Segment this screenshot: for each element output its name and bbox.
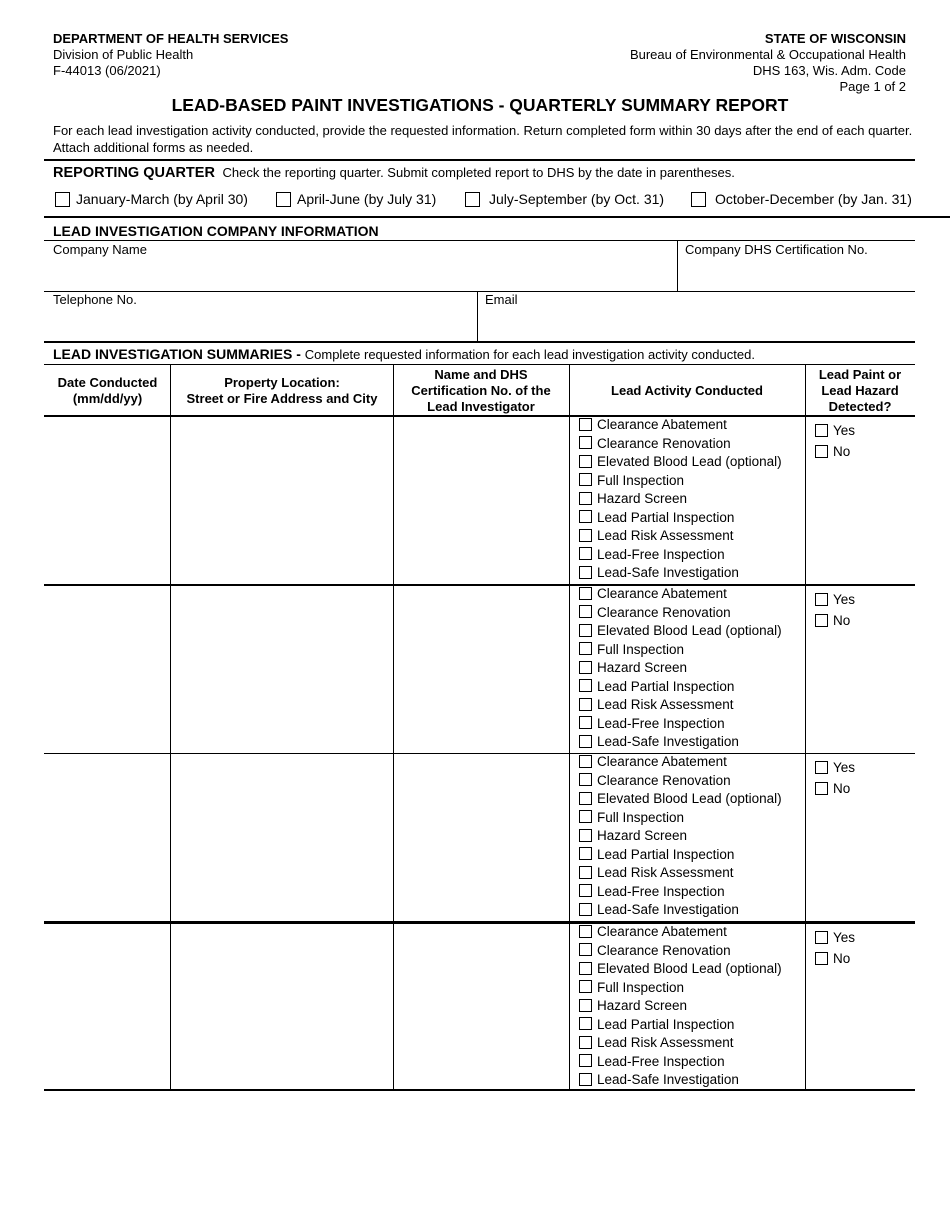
activity-option[interactable] — [579, 527, 734, 546]
activity-label: Lead Risk Assessment — [597, 697, 734, 712]
checkbox[interactable] — [579, 810, 592, 823]
investigator-cell[interactable] — [396, 926, 567, 1086]
date-cell[interactable] — [46, 588, 168, 748]
activity-label: Clearance Renovation — [597, 604, 731, 620]
property-cell[interactable] — [173, 588, 391, 748]
divider — [805, 364, 806, 1091]
detected-label: Yes — [833, 592, 856, 607]
activity-label: Lead-Safe Investigation — [597, 734, 739, 749]
bureau-name: Bureau of Environmental & Occupational Health — [629, 47, 906, 62]
checkbox[interactable] — [691, 192, 706, 207]
activity-label: Lead Risk Assessment — [597, 528, 734, 543]
activity-option[interactable] — [579, 901, 739, 920]
checkbox[interactable] — [815, 952, 828, 965]
activity-label: Lead Partial Inspection — [597, 509, 735, 525]
company-cert-field[interactable] — [680, 258, 914, 290]
checkbox[interactable] — [276, 192, 291, 207]
checkbox[interactable] — [579, 1036, 592, 1049]
activity-label: Elevated Blood Lead (optional) — [597, 623, 782, 638]
department-name: DEPARTMENT OF HEALTH SERVICES — [53, 31, 289, 46]
activity-option[interactable] — [579, 678, 734, 697]
divider — [44, 753, 915, 754]
checkbox[interactable] — [579, 943, 592, 956]
email-field[interactable] — [480, 308, 914, 340]
activity-option[interactable] — [579, 809, 684, 828]
checkbox[interactable] — [815, 761, 828, 774]
date-cell[interactable] — [46, 756, 168, 916]
checkbox[interactable] — [55, 192, 70, 207]
form-title: LEAD-BASED PAINT INVESTIGATIONS - QUARTERLY SUMMARY REPORT — [171, 95, 789, 115]
divider — [44, 341, 915, 343]
detected-no-option[interactable] — [815, 778, 850, 799]
column-header-property — [171, 375, 393, 407]
header-line: Detected? — [828, 399, 892, 414]
activity-option[interactable] — [579, 604, 731, 623]
checkbox[interactable] — [579, 925, 592, 938]
checkbox[interactable] — [579, 473, 592, 486]
checkbox[interactable] — [579, 510, 592, 523]
column-header-investigator — [393, 367, 569, 415]
detected-label: No — [833, 781, 851, 796]
activity-option[interactable] — [579, 1053, 725, 1072]
activity-label: Lead-Free Inspection — [597, 546, 725, 562]
quarter-option-q4[interactable] — [691, 191, 912, 208]
detected-label: Yes — [833, 930, 856, 945]
activity-option[interactable] — [579, 942, 731, 961]
activity-label: Clearance Renovation — [597, 435, 731, 451]
activity-option[interactable] — [579, 1071, 739, 1090]
checkbox[interactable] — [579, 605, 592, 618]
activity-option[interactable] — [579, 997, 687, 1016]
checkbox[interactable] — [815, 593, 828, 606]
property-cell[interactable] — [173, 756, 391, 916]
activity-label: Clearance Abatement — [597, 586, 727, 601]
activity-label: Full Inspection — [597, 979, 685, 995]
checkbox[interactable] — [579, 455, 592, 468]
summaries-heading: LEAD INVESTIGATION SUMMARIES - — [53, 346, 305, 362]
divider — [44, 1089, 915, 1091]
checkbox[interactable] — [579, 529, 592, 542]
activity-label: Hazard Screen — [597, 491, 688, 506]
activity-label: Lead Partial Inspection — [597, 678, 735, 694]
column-header-detected — [805, 367, 915, 415]
reporting-quarter-header — [53, 165, 735, 181]
quarter-option-q1[interactable] — [55, 191, 248, 208]
checkbox[interactable] — [815, 931, 828, 944]
divider — [44, 240, 915, 241]
header-line: Date Conducted — [57, 375, 158, 390]
header-line: Certification No. of the — [411, 383, 551, 398]
header-line: Lead Paint or — [818, 367, 902, 382]
activity-option[interactable] — [579, 923, 727, 942]
activity-label: Clearance Renovation — [597, 772, 731, 788]
activity-option[interactable] — [579, 715, 725, 734]
activity-option[interactable] — [579, 453, 782, 472]
activity-option[interactable] — [579, 435, 731, 454]
checkbox[interactable] — [579, 999, 592, 1012]
activity-option[interactable] — [579, 622, 782, 641]
activity-option[interactable] — [579, 1034, 734, 1053]
telephone-field[interactable] — [46, 308, 474, 340]
company-name-field[interactable] — [46, 258, 674, 290]
activity-label: Full Inspection — [597, 472, 685, 488]
divider — [170, 364, 171, 1091]
property-cell[interactable] — [173, 419, 391, 579]
activity-option[interactable] — [579, 509, 734, 528]
telephone-label: Telephone No. — [53, 292, 137, 307]
header-line: Property Location: — [224, 375, 340, 390]
divider — [393, 364, 394, 1091]
checkbox[interactable] — [815, 424, 828, 437]
checkbox[interactable] — [579, 679, 592, 692]
activity-label: Lead Partial Inspection — [597, 846, 735, 862]
activity-label: Clearance Abatement — [597, 924, 727, 939]
detected-label: No — [833, 951, 851, 966]
header-line: (mm/dd/yy) — [72, 391, 143, 406]
checkbox[interactable] — [579, 903, 592, 916]
checkbox[interactable] — [579, 698, 592, 711]
checkbox[interactable] — [579, 755, 592, 768]
activity-option[interactable] — [579, 564, 739, 583]
activity-label: Lead Partial Inspection — [597, 1016, 735, 1032]
form-number: F-44013 (06/2021) — [53, 63, 161, 78]
checkbox[interactable] — [579, 492, 592, 505]
quarter-label: April-June (by July 31) — [297, 191, 437, 207]
activity-option[interactable] — [579, 790, 782, 809]
activity-option[interactable] — [579, 827, 687, 846]
checkbox[interactable] — [579, 587, 592, 600]
checkbox[interactable] — [579, 866, 592, 879]
company-name-label: Company Name — [53, 242, 147, 257]
form-instructions: For each lead investigation activity conducted, provide the requested information. Return completed form within 30 days after the end of each quarter. Attach additional forms as needed. — [53, 123, 913, 155]
checkbox[interactable] — [579, 962, 592, 975]
detected-label: No — [833, 613, 851, 628]
reporting-quarter-instruction: Check the reporting quarter. Submit completed report to DHS by the date in parentheses. — [222, 165, 735, 180]
quarter-label: January-March (by April 30) — [76, 191, 248, 207]
activity-option[interactable] — [579, 883, 725, 902]
company-section-heading: LEAD INVESTIGATION COMPANY INFORMATION — [53, 223, 379, 239]
activity-option[interactable] — [579, 1016, 734, 1035]
checkbox[interactable] — [579, 847, 592, 860]
column-header-date — [44, 375, 171, 407]
checkbox[interactable] — [579, 829, 592, 842]
division-name: Division of Public Health — [53, 47, 194, 62]
checkbox[interactable] — [579, 773, 592, 786]
activity-label: Lead-Free Inspection — [597, 715, 725, 731]
checkbox[interactable] — [579, 418, 592, 431]
activity-option[interactable] — [579, 472, 684, 491]
activity-label: Clearance Abatement — [597, 754, 727, 769]
divider — [44, 291, 915, 292]
activity-label: Elevated Blood Lead (optional) — [597, 454, 782, 469]
activity-label: Lead-Free Inspection — [597, 883, 725, 899]
email-label: Email — [485, 292, 518, 307]
checkbox[interactable] — [579, 642, 592, 655]
activity-option[interactable] — [579, 864, 734, 883]
activity-option[interactable] — [579, 733, 739, 752]
activity-option[interactable] — [579, 659, 687, 678]
activity-option[interactable] — [579, 960, 782, 979]
summaries-header — [53, 346, 755, 364]
date-cell[interactable] — [46, 926, 168, 1086]
checkbox[interactable] — [579, 1054, 592, 1067]
company-cert-label: Company DHS Certification No. — [685, 242, 868, 257]
divider — [569, 364, 570, 1091]
divider — [44, 364, 915, 365]
activity-label: Elevated Blood Lead (optional) — [597, 791, 782, 806]
detected-yes-option[interactable] — [815, 757, 855, 778]
detected-yes-option[interactable] — [815, 589, 855, 610]
activity-label: Lead-Safe Investigation — [597, 1072, 739, 1087]
divider — [44, 159, 915, 161]
detected-label: No — [833, 444, 851, 459]
divider — [44, 921, 915, 924]
divider — [44, 584, 915, 586]
investigator-cell[interactable] — [396, 756, 567, 916]
activity-option[interactable] — [579, 696, 734, 715]
activity-label: Lead-Free Inspection — [597, 1053, 725, 1069]
detected-no-option[interactable] — [815, 948, 850, 969]
activity-label: Hazard Screen — [597, 998, 688, 1013]
activity-label: Full Inspection — [597, 641, 685, 657]
checkbox[interactable] — [579, 735, 592, 748]
divider — [477, 291, 478, 342]
detected-no-option[interactable] — [815, 610, 850, 631]
investigator-cell[interactable] — [396, 588, 567, 748]
checkbox[interactable] — [579, 792, 592, 805]
property-cell[interactable] — [173, 926, 391, 1086]
activity-label: Hazard Screen — [597, 828, 688, 843]
summaries-instruction: Complete requested information for each lead investigation activity conducted. — [304, 347, 755, 362]
activity-option[interactable] — [579, 585, 727, 604]
admin-code: DHS 163, Wis. Adm. Code — [752, 63, 906, 78]
quarter-label: October-December (by Jan. 31) — [715, 191, 912, 207]
checkbox[interactable] — [579, 884, 592, 897]
state-name: STATE OF WISCONSIN — [764, 31, 906, 46]
activity-label: Lead-Safe Investigation — [597, 902, 739, 917]
activity-option[interactable] — [579, 846, 734, 865]
activity-label: Lead Risk Assessment — [597, 1035, 734, 1050]
detected-yes-option[interactable] — [815, 420, 855, 441]
activity-option[interactable] — [579, 979, 684, 998]
activity-option[interactable] — [579, 490, 687, 509]
activity-label: Clearance Renovation — [597, 942, 731, 958]
checkbox[interactable] — [579, 566, 592, 579]
divider — [677, 240, 678, 292]
checkbox[interactable] — [579, 436, 592, 449]
checkbox[interactable] — [579, 1073, 592, 1086]
checkbox[interactable] — [579, 547, 592, 560]
checkbox[interactable] — [815, 614, 828, 627]
checkbox[interactable] — [815, 782, 828, 795]
activity-label: Lead Risk Assessment — [597, 865, 734, 880]
checkbox[interactable] — [815, 445, 828, 458]
activity-label: Hazard Screen — [597, 660, 688, 675]
header-line: Lead Investigator — [427, 399, 535, 414]
activity-label: Elevated Blood Lead (optional) — [597, 961, 782, 976]
activity-option[interactable] — [579, 416, 727, 435]
activity-label: Clearance Abatement — [597, 417, 727, 432]
detected-label: Yes — [833, 760, 856, 775]
header-line: Street or Fire Address and City — [186, 391, 378, 406]
checkbox[interactable] — [579, 980, 592, 993]
reporting-quarter-heading: REPORTING QUARTER — [53, 165, 215, 181]
activity-label: Full Inspection — [597, 809, 685, 825]
checkbox[interactable] — [465, 192, 480, 207]
activity-option[interactable] — [579, 753, 727, 772]
activity-label: Lead-Safe Investigation — [597, 565, 739, 580]
page-number: Page 1 of 2 — [839, 79, 906, 94]
detected-no-option[interactable] — [815, 441, 850, 462]
detected-yes-option[interactable] — [815, 927, 855, 948]
header-line: Name and DHS — [434, 367, 528, 382]
activity-option[interactable] — [579, 546, 725, 565]
column-header-activity: Lead Activity Conducted — [611, 383, 763, 398]
checkbox[interactable] — [579, 1017, 592, 1030]
checkbox[interactable] — [579, 624, 592, 637]
activity-option[interactable] — [579, 641, 684, 660]
header-line: Lead Hazard — [821, 383, 899, 398]
quarter-option-q2[interactable] — [276, 191, 436, 208]
quarter-label: July-September (by Oct. 31) — [489, 191, 665, 207]
activity-option[interactable] — [579, 772, 731, 791]
divider — [44, 216, 950, 218]
checkbox[interactable] — [579, 716, 592, 729]
detected-label: Yes — [833, 423, 856, 438]
investigator-cell[interactable] — [396, 419, 567, 579]
divider — [44, 415, 915, 417]
quarter-option-q3[interactable] — [465, 191, 664, 208]
checkbox[interactable] — [579, 661, 592, 674]
date-cell[interactable] — [46, 419, 168, 579]
